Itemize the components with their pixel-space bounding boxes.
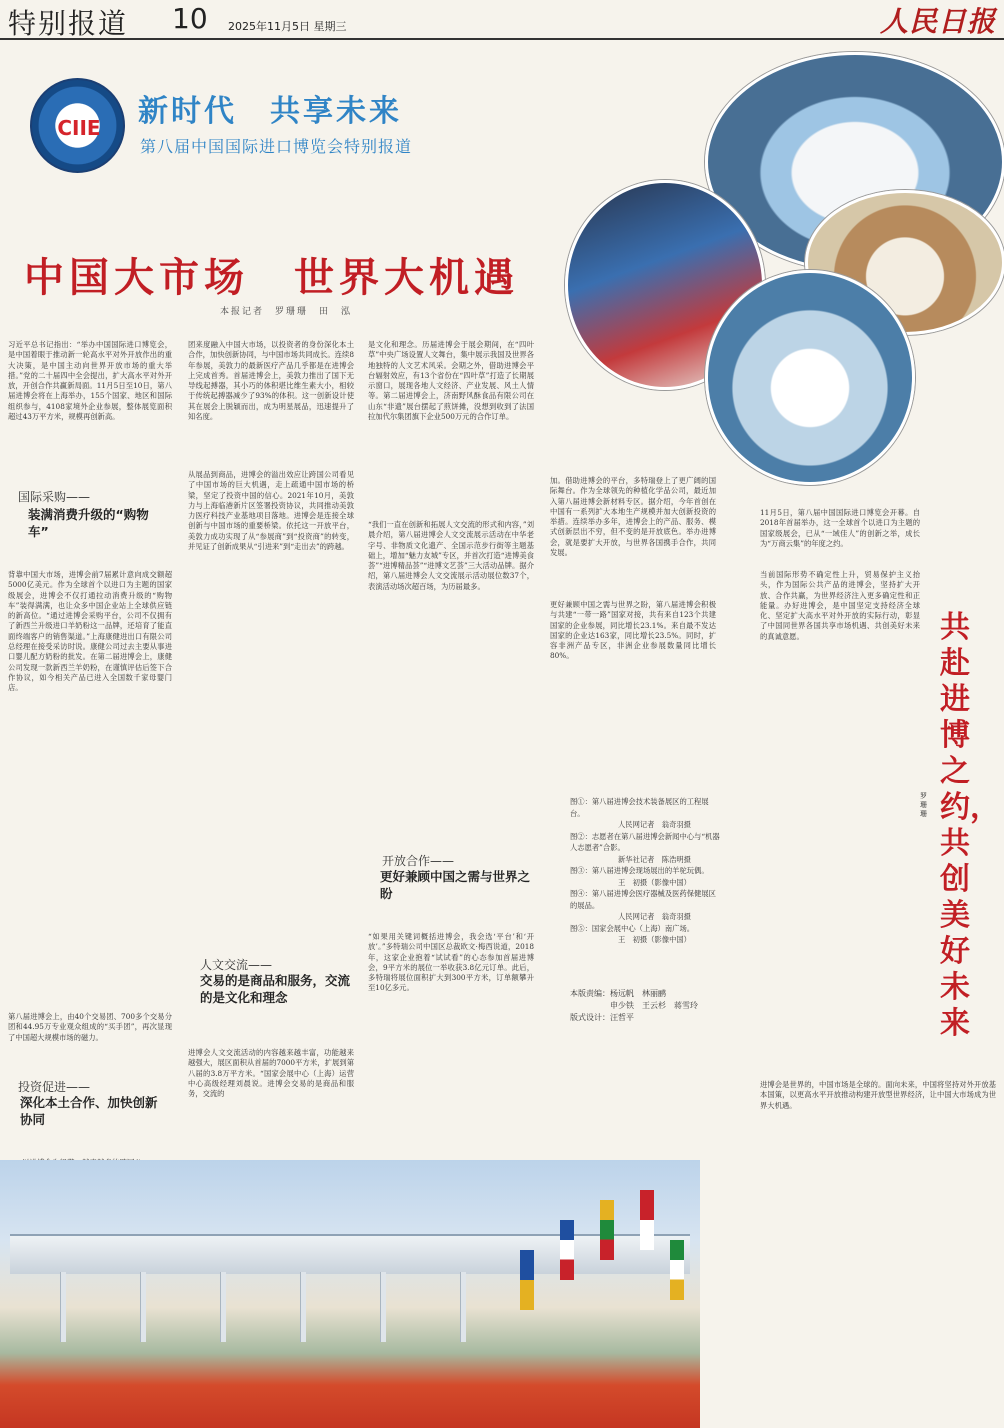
- ciie-logo-text: CIIE: [57, 116, 101, 140]
- body-col2-second: 从展品到商品，进博会的溢出效应让跨国公司看见了中国市场的巨大机遇，走上疏通中国市场的桥梁，坚定了投资中国的信心。2021年10月，美敦力与上海临港新片区签署投资协议，共同推动美敦力医疗科技产业基地项目落地。进博会是连接全球创新与中国市场的重要桥梁。依托这一开放平台，美敦力成功实现了从“参展商”到“投资商”的转变，并见证了创新成果从“引进来”到“走出去”的跨越。: [188, 470, 354, 552]
- body-col2-end: 进博会人文交流活动的内容越来越丰富，功能越来越强大，展区面积从首届的7000平方米，扩展到第八届的3.8万平方米。“国家会展中心（上海）运营中心高级经理刘晨说。进博会交易的是商品和服务，交流的: [188, 1048, 354, 1099]
- photo-pillar: [300, 1272, 306, 1342]
- ciie-logo: [30, 78, 125, 173]
- body-col3-end: “如果用关键词概括进博会，我会选‘平台’和‘开放’。”多特瑞公司中国区总裁欧文·梅西说道，2018年，这家企业抱着“试试看”的心态参加首届进博会，9平方米的展位一举收获3.8亿元订单。此后，多特瑞将展位面积扩大到300平方米，订单额攀升至10亿多元。: [368, 932, 534, 993]
- photo-flag: [670, 1240, 684, 1300]
- issue-date: 2025年11月5日 星期三: [228, 20, 347, 33]
- page-header: [0, 0, 1004, 40]
- commentary-title: 共赴进博之约，共创美好未来: [940, 610, 1000, 1041]
- banner-title: 新时代 共享未来: [138, 94, 402, 129]
- photo-pillar: [460, 1272, 466, 1342]
- caption-5-credit: 王 初摄（影像中国）: [618, 935, 691, 944]
- caption-5: 图⑤：国家会展中心（上海）南广场。: [570, 923, 695, 933]
- section2-title: 深化本土合作、加快创新协同: [20, 1095, 158, 1127]
- body-col3-second: “我们一直在创新和拓展人文交流的形式和内容，”刘晨介绍，第八届进博会人文交流展示活动在中华老字号、非物质文化遗产、全国示范步行街等主题基础上，增加“魅力友城”专区，并首次打造“进博美食荟”“进博精品荟”“进博文艺荟”三大活动品牌。据介绍，第八届进博会人文交流展示活动展位数37个，表演活动场次超百场，为历届最多。: [368, 520, 534, 591]
- body-col4-second: 更好兼顾中国之需与世界之盼，第八届进博会积极与共建“一带一路”国家对接，共有来自123个共建国家的企业参展，同比增长23.1%。来自最不发达国家的企业达163家，同比增长23.5%。同时，扩容非洲产品专区，非洲企业参展数量同比增长80%。: [550, 600, 716, 661]
- page-number: 10: [172, 2, 208, 35]
- editor-credits: [570, 988, 720, 1024]
- credit-line-2: 申少铁 王云杉 蒋雪玲: [610, 1001, 698, 1010]
- caption-4-credit: 人民网记者 翁奇羽摄: [618, 912, 691, 921]
- body-col1-main: 背靠中国大市场，进博会前7届累计意向成交额超5000亿美元。作为全球首个以进口为主题的国家级展会，进博会不仅打通拉动消费升级的“购物车”装得满满，也让众多中国企业站上全球供应链的新高位。“通过进博会采购平台，公司不仅拥有了新西兰升级进口羊奶粉这一品牌，还培育了能直面终端客户的销售渠道。”上海康健进出口有限公司总经理在接受采访时说。康健公司过去主要从事进口婴儿配方奶粉的批发。在第二届进博会上，康健公司发现一款新西兰羊奶粉，在谨慎评估后签下合作协议，如今相关产品已进入全国数千家母婴门店。: [8, 570, 172, 693]
- body-col2-main: 团来度融入中国大市场，以投资者的身份深化本土合作，加快创新协同，与中国市场共同成长。连续8年参展，美敦力的最新医疗产品几乎都是在进博会上完成首秀。首届进博会上，美敦力推出了国下无导线起搏器，其小巧的体积堪比维生素大小，相较于传统起搏器减少了93%的体积。这一创新设计使其在展会上脱颖而出，成为明星展品，迅速提升了知名度。: [188, 340, 354, 422]
- body-col1-end: 第八届进博会上，由40个交易团、700多个交易分团和44.95万专业观众组成的“买手团”，再次显现了中国超大规模市场的磁力。: [8, 1012, 172, 1042]
- photo-pillar: [140, 1272, 146, 1342]
- section1-title: 装满消费升级的“购物车”: [28, 507, 149, 539]
- masthead-logo: 人民日报: [879, 5, 996, 38]
- photo-pillar: [380, 1272, 386, 1342]
- caption-3: 图③：第八届进博会现场展出的羊驼玩偶。: [570, 866, 709, 875]
- section1-tag: 国际采购——: [18, 490, 91, 504]
- caption-1-credit: 人民网记者 翁奇羽摄: [618, 820, 691, 829]
- banner-subtitle: 第八届中国国际进口博览会特别报道: [140, 137, 413, 156]
- section3-tag: 人文交流——: [200, 958, 273, 972]
- byline: 本报记者 罗珊珊 田 泓: [220, 307, 353, 317]
- commentary-author: 罗珊珊: [920, 792, 927, 818]
- photo-pillar: [60, 1272, 66, 1342]
- commentary-end: 进博会是世界的，中国市场是全球的。面向未来，中国将坚持对外开放基本国策，以更高水平开放推动构建开放型世界经济，让中国大市场成为世界大机遇。: [760, 1080, 996, 1110]
- caption-4: 图④：第八届进博会医疗器械及医药保健展区的展品。: [570, 889, 716, 910]
- section4-tag: 开放合作——: [382, 854, 455, 868]
- section4-title: 更好兼顾中国之需与世界之盼: [380, 869, 531, 901]
- photo-exhibition-center: [0, 1160, 700, 1428]
- main-headline: 中国大市场 世界大机遇: [24, 255, 519, 301]
- photo-flag: [520, 1250, 534, 1310]
- photo-building-roof: [10, 1234, 690, 1274]
- photo-captions: [570, 796, 720, 946]
- body-col4-main: 加。借助进博会的平台，多特瑞登上了更广阔的国际舞台。作为全球领先的种植化学品公司，最近加入第八届进博会新材料专区。据介绍，今年首创在中国有一系列扩大本地生产规模并加大创新投资的举措。连续举办多年，进博会上的产品、服务、模式创新层出不穷，但不变的是开放底色。举办进博会，就是要扩大开放，与世界各国携手合作，共同发展。: [550, 476, 716, 558]
- caption-3-credit: 王 初摄（影像中国）: [618, 877, 691, 887]
- caption-2-credit: 新华社记者 陈浩明摄: [618, 854, 691, 864]
- caption-1: 图①：第八届进博会技术装备展区的工程展台。: [570, 797, 709, 818]
- credit-line-1: 本版责编：杨远帆 林丽鹂: [570, 989, 666, 998]
- credit-line-3: 版式设计：汪哲平: [570, 1013, 634, 1022]
- section3-title: 交易的是商品和服务，交流的是文化和理念: [200, 973, 351, 1005]
- commentary-body: 当前国际形势不确定性上升，贸易保护主义抬头，作为国际公共产品的进博会，坚持扩大开放、合作共赢，为世界经济注入更多确定性和正能量。办好进博会，是中国坚定支持经济全球化、坚定扩大高水平对外开放的实际行动，彰显了中国同世界各国共享市场机遇、共创美好未来的真诚意愿。: [760, 570, 920, 641]
- body-col3-main: 是文化和理念。历届进博会于展会期间，在“四叶草”中央广场设置人文舞台，集中展示我国及世界各地独特的人文艺术风采。会期之外，借助进博会平台辐射效应，有13个省份在“四叶草”打造了长期展示窗口，展现各地人文经济、产业发展、风土人情等。第二届进博会上，济南野风酥食品有限公司在山东“非遗”展台摆起了煎饼摊，没想到收到了法国拉加代尔集团旗下企业500万元的合作订单。: [368, 340, 534, 422]
- photo-flag: [640, 1190, 654, 1250]
- body-col1-intro: 习近平总书记指出：“举办中国国际进口博览会，是中国着眼于推动新一轮高水平对外开放作出的重大决策，是中国主动向世界开放市场的重大举措。”党的二十届四中全会提出，扩大高水平对外开放，开创合作共赢新局面。11月5日至10日，第八届进博会将在上海举办，155个国家、地区和国际组织参与，4108家境外企业参展，整体展览面积超过43万平方米，规模再创新高。: [8, 340, 172, 422]
- photo-medical-device: [705, 270, 915, 485]
- photo-flag: [560, 1220, 574, 1280]
- photo-pillar: [220, 1272, 226, 1342]
- section-title: 特别报道: [8, 7, 129, 40]
- caption-2: 图②：志愿者在第八届进博会新闻中心与“机器人志愿者”合影。: [570, 831, 720, 852]
- commentary-intro: 11月5日，第八届中国国际进口博览会开幕。自2018年首届举办，这一全球首个以进口为主题的国家级展会，已从“一域佳人”的创新之举，成长为“万商云集”的年度之约。: [760, 508, 920, 548]
- photo-flag: [600, 1200, 614, 1260]
- section2-tag: 投资促进——: [18, 1080, 91, 1094]
